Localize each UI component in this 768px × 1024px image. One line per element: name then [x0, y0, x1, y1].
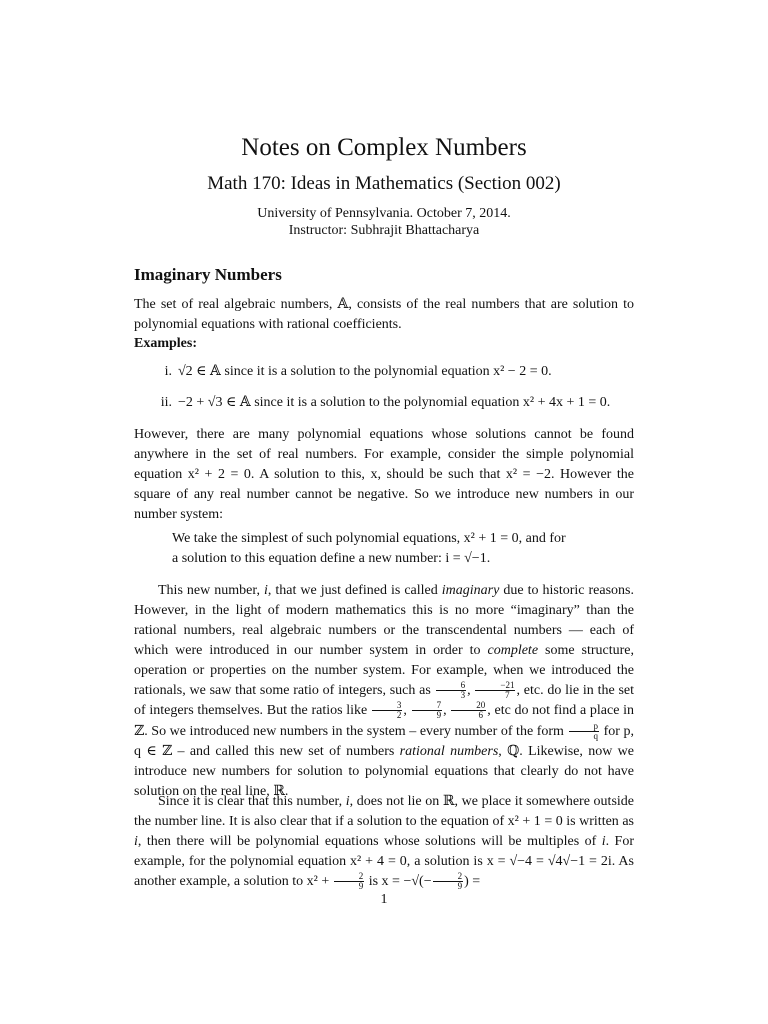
- instructor: Instructor: Subhrajit Bhattacharya: [288, 223, 480, 238]
- example-text: since it is a solution to the polynomial equation x² − 2 = 0.: [220, 364, 552, 379]
- paragraph: However, there are many polynomial equations whose solutions cannot be found anywhere in the set of real numbers. For example, consider the simple polynomial equation x² + 2 = 0. A solution to this, x, should be such that x² = −2. However the square of any real number cannot be negative. So we introduce new numbers in our number system:: [134, 427, 634, 522]
- example-item: [142, 393, 634, 413]
- fraction: $\frac{-21}{7}$: [475, 681, 515, 700]
- fraction: $\frac{6}{3}$: [436, 681, 467, 700]
- paragraph: Since it is clear that this number, i, does not lie on ℝ, we place it somewhere outside the number line. It is also clear that if a solution to the equation of x² + 1 = 0 is written as i, then there will be polynomial equations whose solutions will be multiples of i. For example, for the polynomial equation x² + 4 = 0, a solution is x = √−4 = √4√−1 = 2i. As another example, a solution to x² + $\frac{2}{9}$ is x = −√(− $\frac{2}{9}$ ) =: [134, 794, 635, 892]
- fraction: $\frac{3}{2}$: [372, 701, 403, 720]
- page-number: 1: [380, 892, 388, 907]
- definition-line: a solution to this equation define a new number: i = √−1.: [172, 551, 491, 566]
- example-item: [142, 362, 634, 382]
- example-label: i.: [164, 364, 172, 379]
- examples-heading: Examples:: [134, 336, 197, 351]
- author-block: [134, 205, 634, 239]
- example-math: −2 + √3 ∈ 𝔸: [178, 395, 251, 410]
- example-label: ii.: [160, 395, 172, 410]
- intro-paragraph: The set of real algebraic numbers, 𝔸, consists of the real numbers that are solution to polynomial equations with rational coefficients.: [134, 296, 634, 332]
- fraction: $\frac{20}{6}$: [451, 701, 486, 720]
- document-title: Notes on Complex Numbers: [241, 134, 527, 161]
- fraction: $\frac{p}{q}$: [569, 722, 600, 741]
- section-heading: Imaginary Numbers: [134, 265, 282, 284]
- example-math: √2 ∈ 𝔸: [178, 364, 221, 379]
- affiliation: University of Pennsylvania. October 7, 2014.: [257, 206, 511, 221]
- example-text: since it is a solution to the polynomial equation x² + 4x + 1 = 0.: [250, 395, 611, 410]
- fraction: $\frac{2}{9}$: [334, 872, 365, 891]
- document-subtitle: Math 170: Ideas in Mathematics (Section 002): [207, 173, 561, 194]
- definition-line: We take the simplest of such polynomial equations, x² + 1 = 0, and for: [172, 531, 566, 546]
- fraction: $\frac{7}{9}$: [412, 701, 443, 720]
- paragraph: This new number, i, that we just defined is called imaginary due to historic reasons. However, in the light of modern mathematics this is no more “imaginary” than the rational numbers, real algebraic numbers or the transcendental numbers — each of which were introduced in our number system in order to complete some structure, operation or properties on the number system. For example, when we introduced the rationals, we saw that some ratio of integers, such as $\frac{6}{3}$ , $\frac{-21}{7}$ , etc. do lie in the set of integers themselves. But the ratios like $\frac{3}{2}$ , $\frac{7}{9}$ , $\frac{20}{6}$ , etc do not find a place in ℤ. So we introduced new numbers in the system – every number of the form $\frac{p}{q}$ for p, q ∈ ℤ – and called this new set of numbers rational numbers, ℚ. Likewise, now we introduce new numbers for solution to polynomial equations that clearly do not have solution on the real line, ℝ.: [134, 583, 635, 799]
- fraction: $\frac{2}{9}$: [433, 872, 464, 891]
- definition-block: [172, 529, 612, 569]
